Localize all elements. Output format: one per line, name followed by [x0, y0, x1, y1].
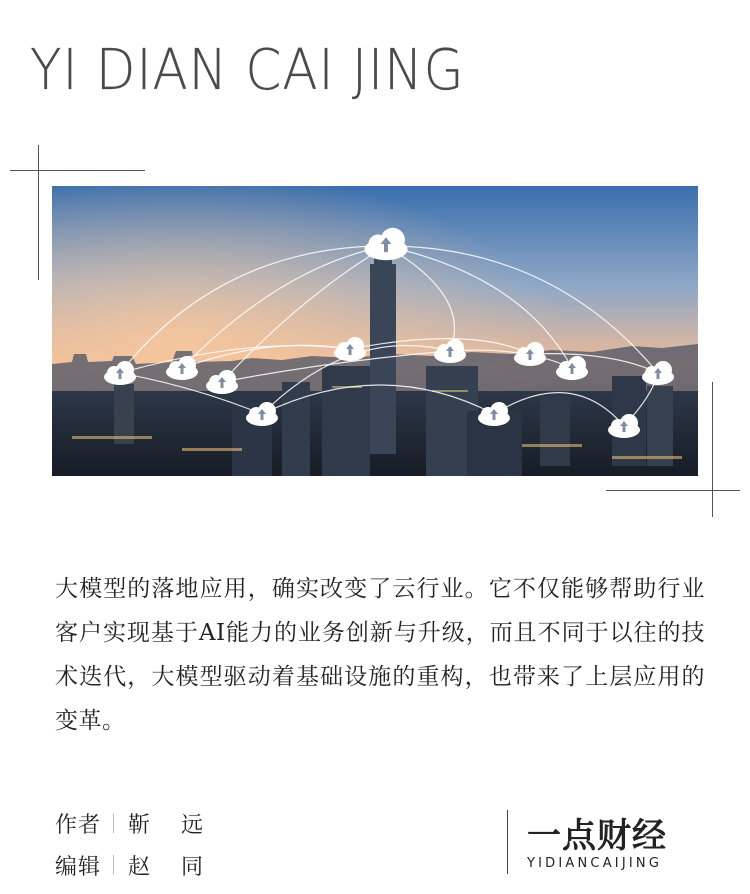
- author-row: [55, 802, 215, 844]
- hero-image: [52, 186, 698, 476]
- author-label: 作者: [55, 812, 102, 838]
- editor-label: 编辑: [55, 854, 102, 880]
- brand-divider: [507, 810, 508, 874]
- credits: [55, 802, 215, 886]
- brand-logo: [507, 808, 697, 874]
- masthead-title: YI DIAN CAI JING: [30, 38, 465, 103]
- editor-divider: [113, 855, 114, 875]
- editor-name: 赵 同: [128, 854, 216, 880]
- editor-row: [55, 844, 215, 886]
- article-lead: 大模型的落地应用，确实改变了云行业。它不仅能够帮助行业客户实现基于AI能力的业务创新与升级，而且不同于以往的技术迭代，大模型驱动着基础设施的重构，也带来了上层应用的变革。: [55, 576, 705, 734]
- brand-name-cn: 一点财经: [527, 816, 667, 856]
- brand-name-en: YIDIANCAIJING: [527, 856, 663, 871]
- author-divider: [113, 813, 114, 833]
- author-name: 靳 远: [128, 812, 216, 838]
